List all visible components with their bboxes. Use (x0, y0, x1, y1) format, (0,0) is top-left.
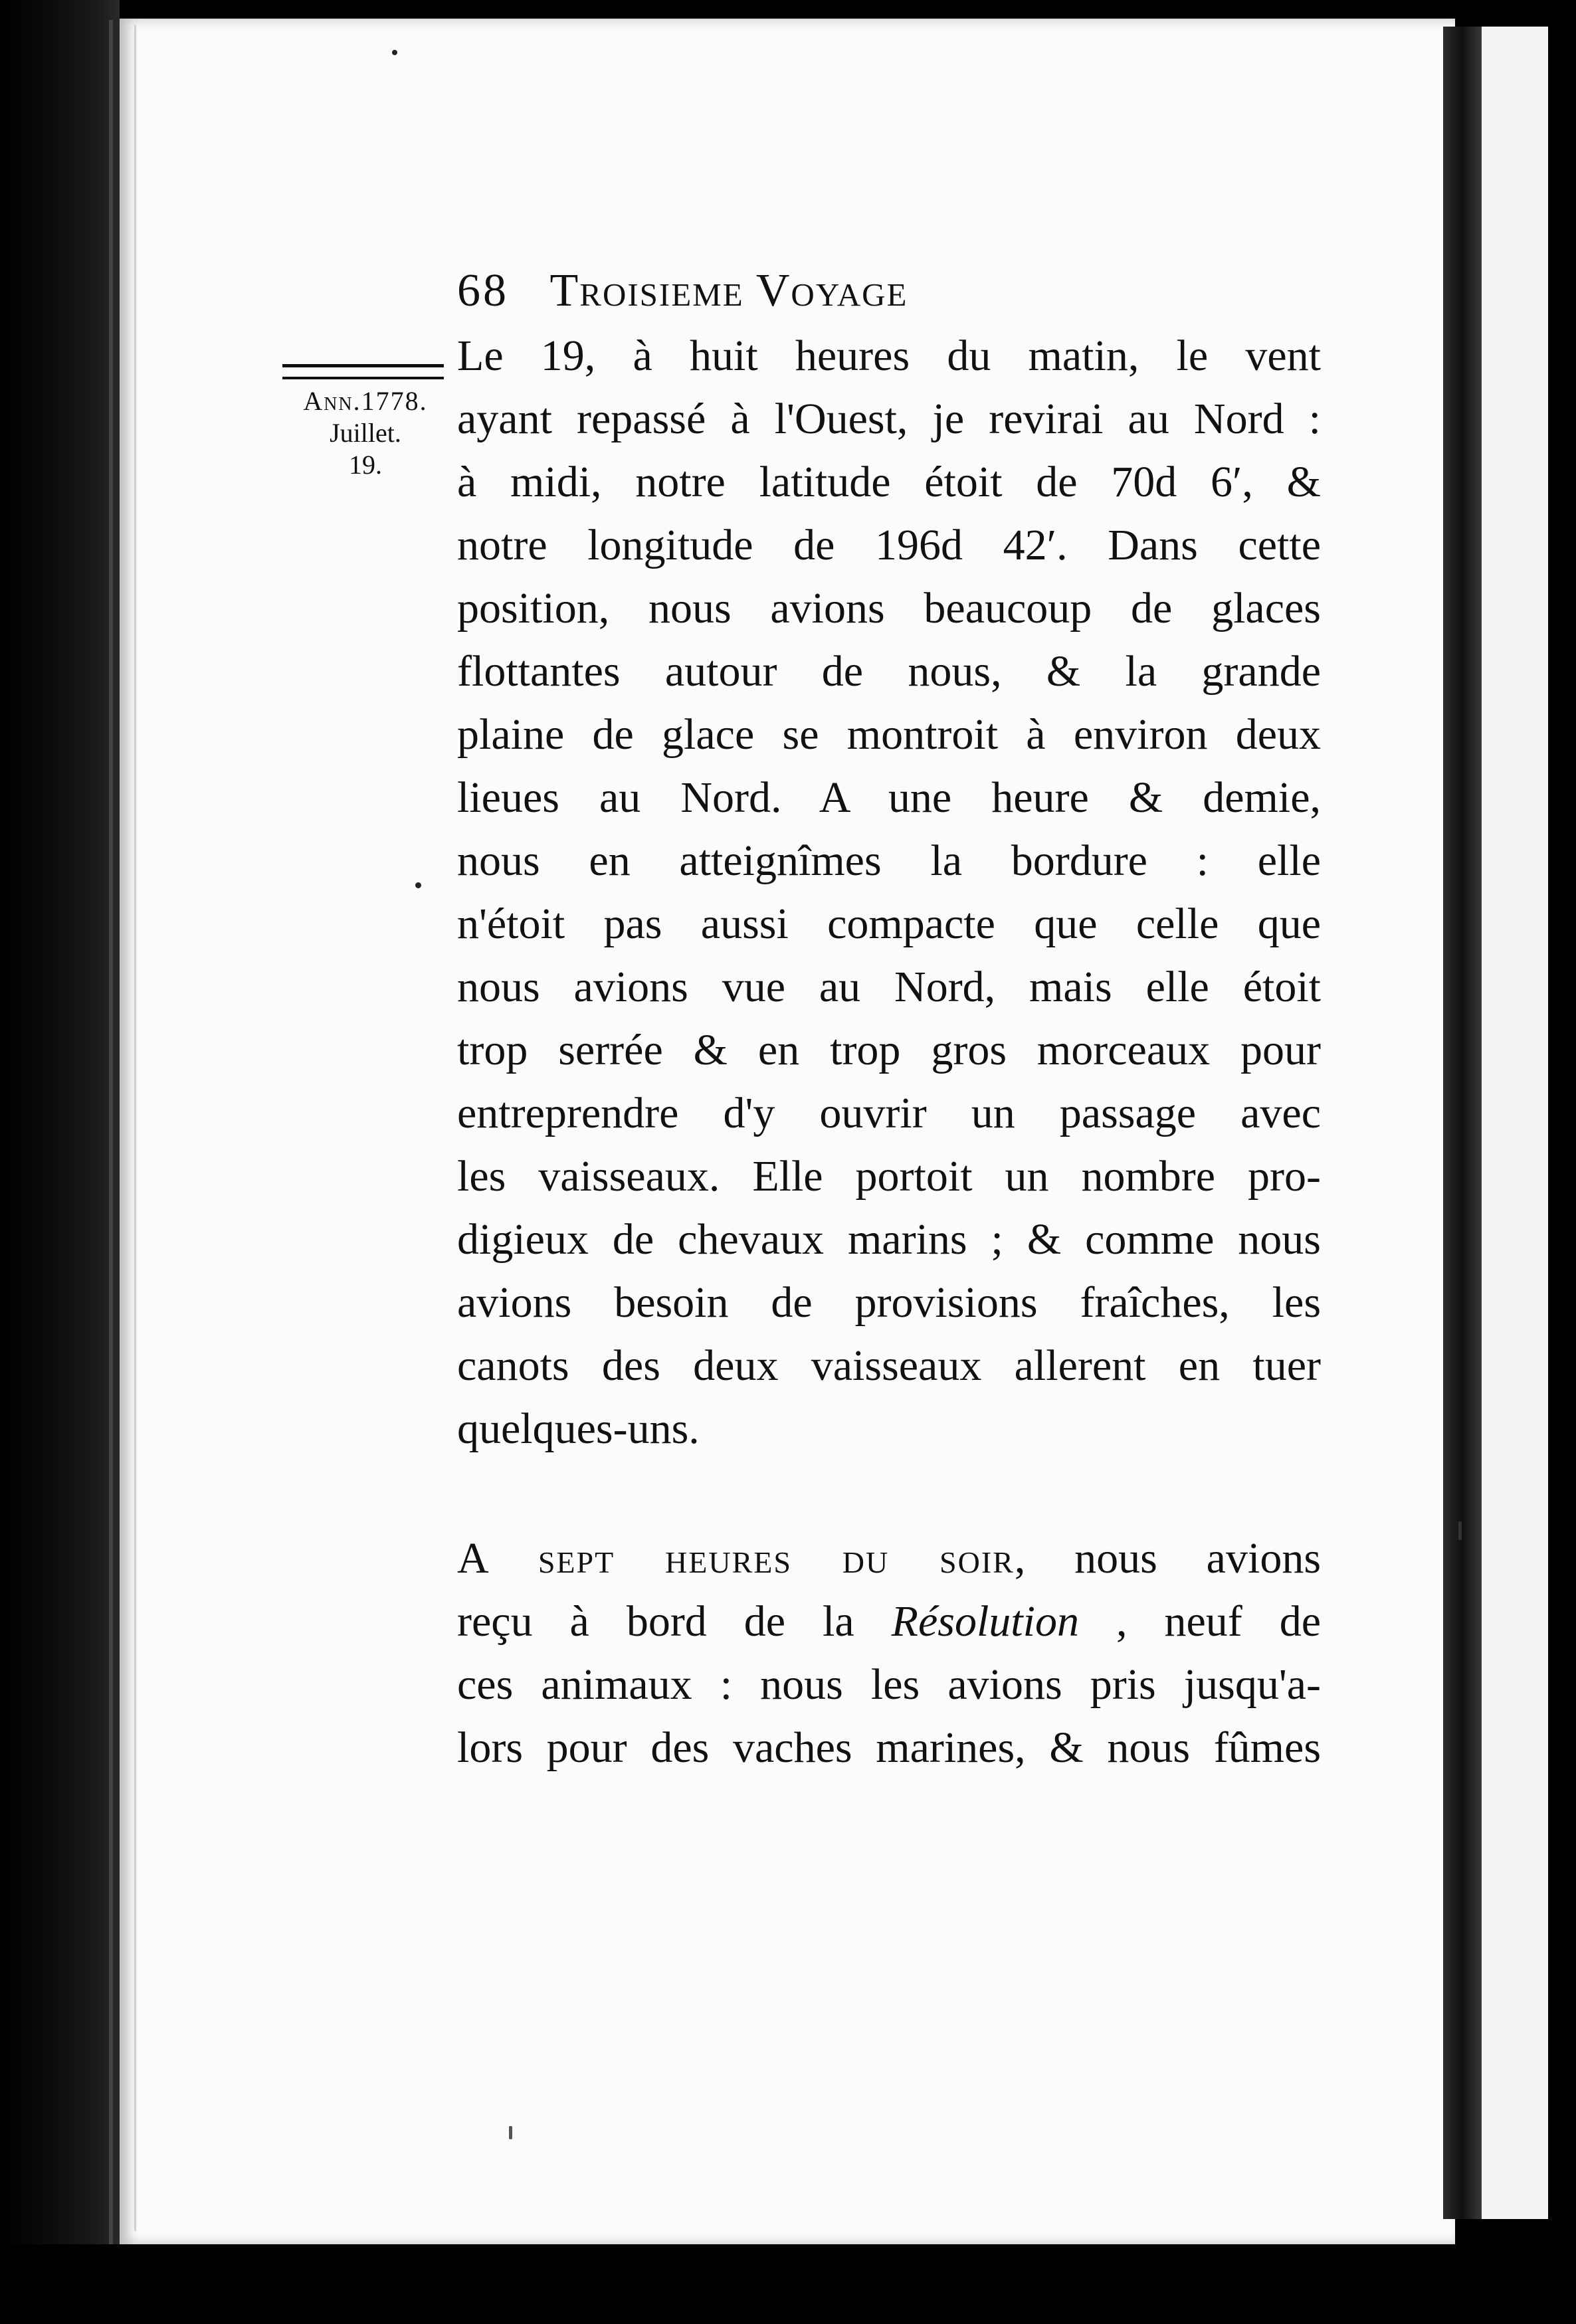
margin-note-month: Juillet. (330, 418, 401, 448)
text-line (457, 1590, 1321, 1653)
paragraph-1 (457, 324, 1321, 1460)
text-line: n'étoit pas aussi compacte que celle que (457, 900, 1321, 948)
running-title: Troisieme Voyage (549, 265, 908, 316)
text-line (457, 1527, 1321, 1590)
text-line: flottantes autour de nous, & la grande (457, 647, 1321, 696)
text-line: ayant repassé à l'Ouest, je revirai au Nord : (457, 395, 1321, 443)
text-line: nous avions vue au Nord, mais elle étoit (457, 963, 1321, 1011)
text-line: trop serrée & en trop gros morceaux pour (457, 1026, 1321, 1074)
margin-double-rule (282, 364, 444, 379)
text-line: lieues au Nord. A une heure & demie, (457, 773, 1321, 822)
book-gutter-right (1443, 27, 1482, 2219)
text-run: , nous avions (1014, 1534, 1321, 1583)
text-line: canots des deux vaisseaux allerent en tuer (457, 1341, 1321, 1390)
text-line: position, nous avions beaucoup de glaces (457, 584, 1321, 632)
ship-name-italic: Résolution (891, 1597, 1079, 1646)
text-line: lors pour des vaches marines, & nous fûmes (457, 1723, 1321, 1772)
margin-note-day: 19. (349, 450, 382, 480)
paragraph-lead-smallcaps: A sept heures du soir (457, 1534, 1015, 1583)
page-edge-line (134, 25, 136, 2231)
margin-note (269, 385, 462, 481)
scan-speck (509, 2126, 512, 2139)
text-line: les vaisseaux. Elle portoit un nombre pro- (457, 1152, 1321, 1201)
text-line: notre longitude de 196d 42′. Dans cette (457, 521, 1321, 569)
text-line: nous en atteignîmes la bordure : elle (457, 836, 1321, 885)
scan-right-border (1548, 0, 1576, 2324)
margin-note-year: Ann.1778. (303, 386, 428, 416)
text-run: reçu à bord de la (457, 1597, 892, 1646)
text-line: entreprendre d'y ouvrir un passage avec (457, 1089, 1321, 1137)
text-line: Le 19, à huit heures du matin, le vent (457, 332, 1321, 380)
text-line: digieux de chevaux marins ; & comme nous (457, 1215, 1321, 1264)
scan-speck (392, 50, 397, 55)
scan-speck (415, 882, 421, 888)
next-page-edge (1482, 27, 1548, 2219)
text-line: plaine de glace se montroit à environ deux (457, 710, 1321, 759)
text-run: , neuf de (1078, 1597, 1321, 1646)
page-number: 68 (457, 265, 509, 316)
scan-bottom-border (0, 2244, 1576, 2324)
body-text (457, 324, 1321, 1779)
text-line: à midi, notre latitude étoit de 70d 6′, & (457, 458, 1321, 506)
text-line: quelques-uns. (457, 1404, 700, 1453)
scan-speck (1458, 1521, 1462, 1540)
paragraph-2 (457, 1527, 1321, 1779)
scan-top-border (0, 0, 1576, 19)
text-line: ces animaux : nous les avions pris jusqu'a- (457, 1660, 1321, 1709)
text-line: avions besoin de provisions fraîches, les (457, 1278, 1321, 1327)
paragraph-gap (457, 1460, 1321, 1527)
book-binding-left (0, 0, 120, 2324)
